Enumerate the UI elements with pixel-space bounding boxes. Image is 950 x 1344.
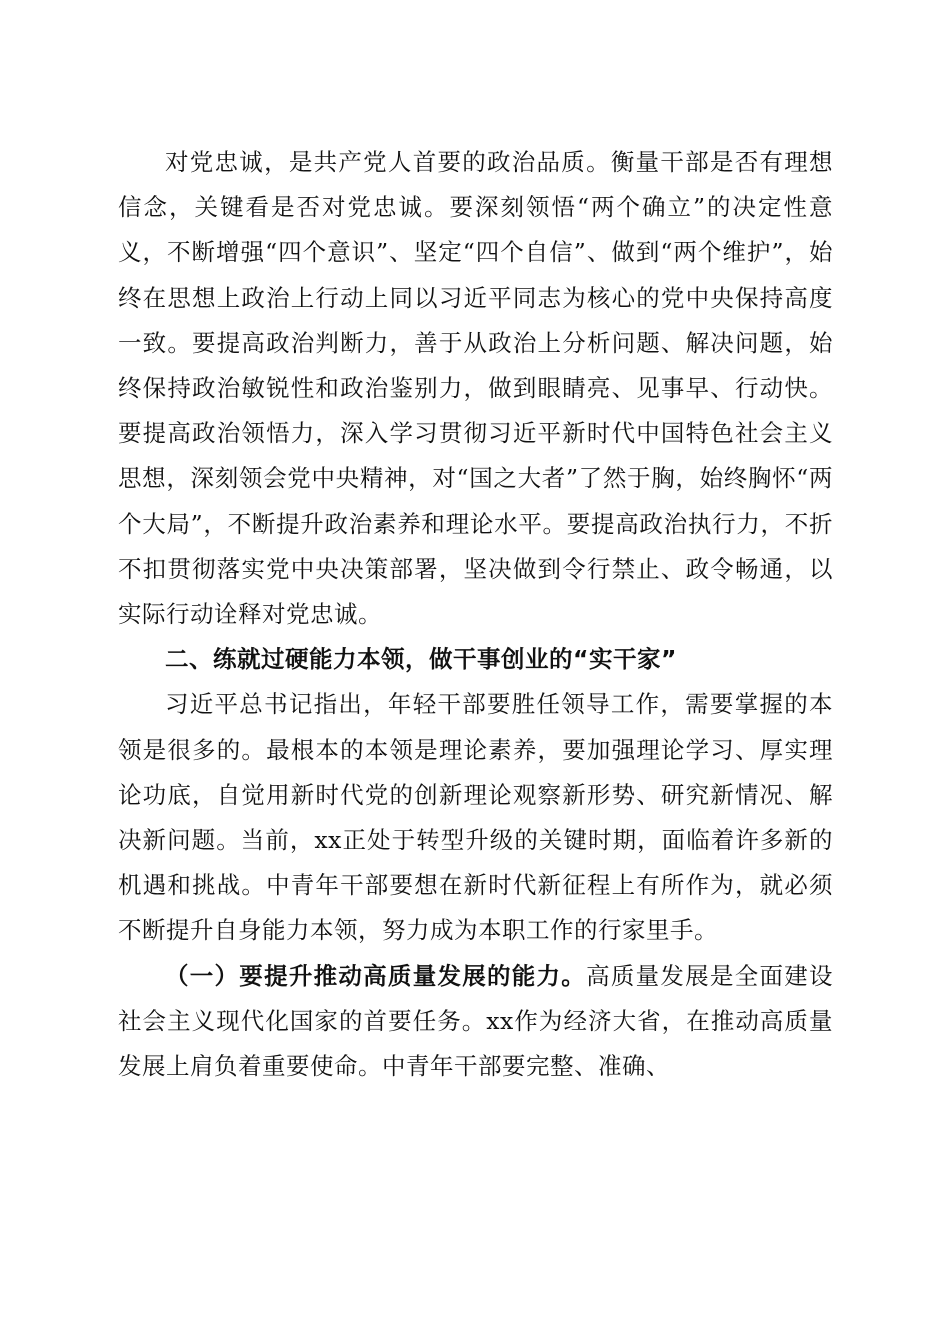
body-paragraph-loyalty: 对党忠诚，是共产党人首要的政治品质。衡量干部是否有理想信念，关键看是否对党忠诚。要深刻领悟“两个确立”的决定性意义，不断增强“四个意识”、坚定“四个自信”、做到“两个维护”，始终在思想上政治上行动上同以习近平同志为核心的党中央保持高度一致。要提高政治判断力，善于从政治上分析问题、解决问题，始终保持政治敏锐性和政治鉴别力，做到眼睛亮、见事早、行动快。要提高政治领悟力，深入学习贯彻习近平新时代中国特色社会主义思想，深刻领会党中央精神，对“国之大者”了然于胸，始终胸怀“两个大局”，不断提升政治素养和理论水平。要提高政治执行力，不折不扣贯彻落实党中央决策部署，坚决做到令行禁止、政令畅通，以实际行动诠释对党忠诚。: [118, 148, 833, 629]
document-page: [118, 140, 833, 1089]
subsection-body-1: 高质量发展是全面建设社会主义现代化国家的首要任务。xx作为经济大省，在推动高质量发展上肩负着重要使命。中青年干部要完整、准确、: [118, 961, 834, 1081]
body-paragraph-ability: 习近平总书记指出，年轻干部要胜任领导工作，需要掌握的本领是很多的。最根本的本领是理论素养，要加强理论学习、厚实理论功底，自觉用新时代党的创新理论观察新形势、研究新情况、解决新问题。当前，xx正处于转型升级的关键时期，面临着许多新的机遇和挑战。中青年干部要想在新时代新征程上有所作为，就必须不断提升自身能力本领，努力成为本职工作的行家里手。: [118, 690, 833, 945]
body-paragraph-development: [118, 954, 833, 1090]
subsection-lead-1: （一）要提升推动高质量发展的能力。: [165, 961, 587, 990]
section-heading-2: 二、练就过硬能力本领，做干事创业的“实干家”: [165, 645, 677, 674]
